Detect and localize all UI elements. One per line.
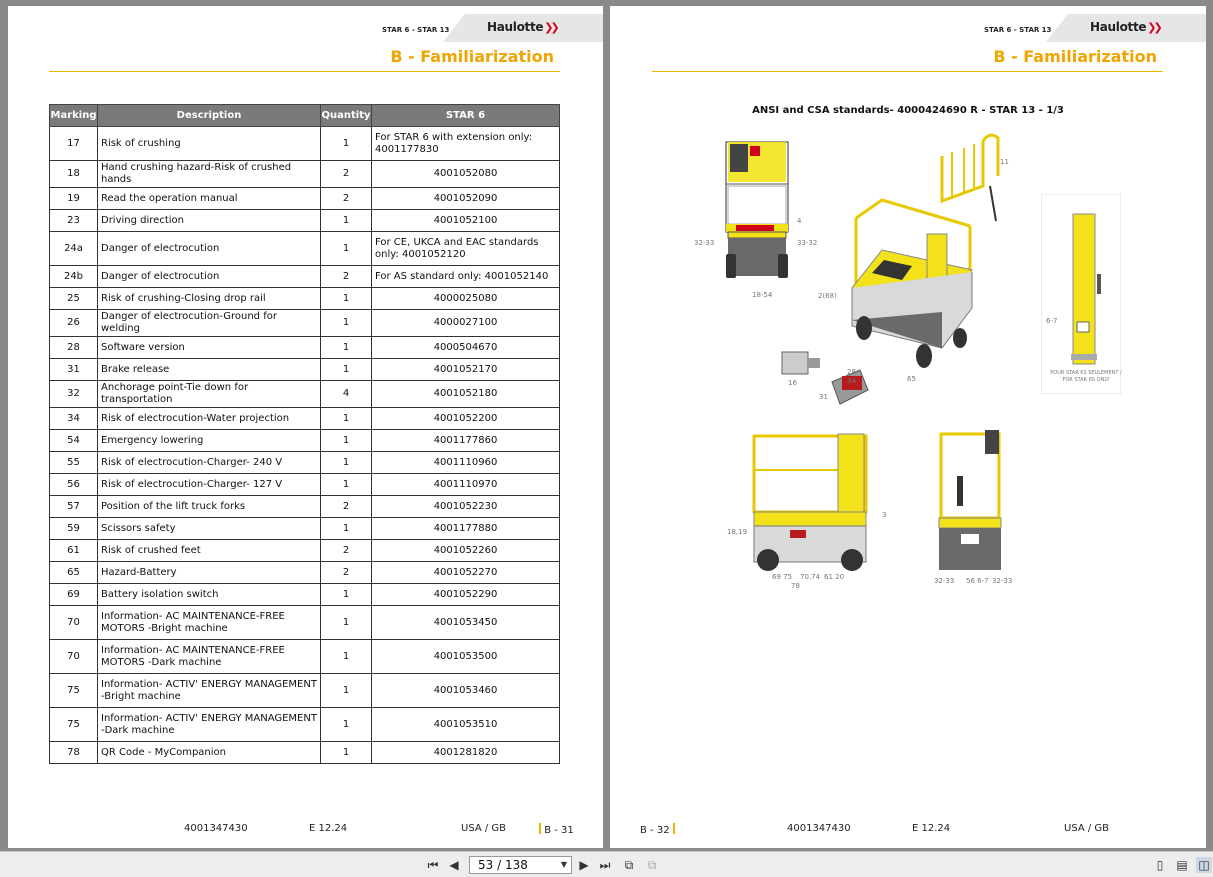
table-row — [50, 708, 560, 742]
table-row — [50, 474, 560, 496]
cell-quantity: 2 — [321, 188, 372, 210]
cell-description: Hand crushing hazard-Risk of crushed hands — [98, 161, 321, 188]
cell-code: 4001052170 — [372, 359, 560, 381]
cell-quantity: 1 — [321, 232, 372, 266]
cell-description: Risk of electrocution-Charger- 240 V — [98, 452, 321, 474]
callout-2-68: 2(68) — [818, 292, 837, 300]
table-row — [50, 452, 560, 474]
cell-description: Danger of electrocution-Ground for welding — [98, 310, 321, 337]
cell-marking: 34 — [50, 408, 98, 430]
footer-edition: E 12.24 — [309, 823, 348, 834]
cell-marking: 31 — [50, 359, 98, 381]
last-page-icon[interactable]: ⏭ — [599, 857, 611, 872]
callout-70-74: 70,74 — [800, 573, 821, 581]
table-row — [50, 337, 560, 359]
table-row — [50, 266, 560, 288]
brand-logo: Haulotte❯❯ — [487, 20, 557, 34]
single-page-icon[interactable]: ▯ — [1156, 858, 1164, 872]
cell-code: 4001052080 — [372, 161, 560, 188]
cell-marking: 24a — [50, 232, 98, 266]
cell-code: 4000504670 — [372, 337, 560, 359]
table-row — [50, 359, 560, 381]
cell-description: Position of the lift truck forks — [98, 496, 321, 518]
cell-marking: 26 — [50, 310, 98, 337]
cell-code: 4001177880 — [372, 518, 560, 540]
table-row — [50, 127, 560, 161]
drawing-title: ANSI and CSA standards- 4000424690 R - STAR 13 - 1/3 — [752, 105, 1064, 116]
cell-code: 4000027100 — [372, 310, 560, 337]
section-title: B - Familiarization — [390, 47, 554, 66]
col-star6: STAR 6 — [372, 105, 560, 127]
callout-18-54: 18-54 — [752, 291, 773, 299]
cell-description: Emergency lowering — [98, 430, 321, 452]
table-row — [50, 210, 560, 232]
table-row — [50, 606, 560, 640]
cell-code: 4001052230 — [372, 496, 560, 518]
cell-marking: 69 — [50, 584, 98, 606]
callout-56-6-7: 56 6-7 — [966, 577, 989, 585]
table-row — [50, 161, 560, 188]
cell-quantity: 1 — [321, 288, 372, 310]
table-row — [50, 496, 560, 518]
go-back-icon[interactable]: ⧉ — [624, 857, 634, 872]
cell-description: Anchorage point-Tie down for transportation — [98, 381, 321, 408]
cell-code: For CE, UKCA and EAC standards only: 4001052120 — [372, 232, 560, 266]
table-row — [50, 742, 560, 764]
decal-table — [49, 104, 560, 764]
prev-page-icon[interactable]: ◀ — [449, 858, 459, 872]
cell-code: For STAR 6 with extension only: 4001177830 — [372, 127, 560, 161]
cell-marking: 65 — [50, 562, 98, 584]
cell-quantity: 1 — [321, 359, 372, 381]
go-forward-icon[interactable]: ⧉ — [647, 857, 657, 872]
footer-region: USA / GB — [1064, 823, 1110, 834]
cell-marking: 32 — [50, 381, 98, 408]
cell-description: Risk of crushing-Closing drop rail — [98, 288, 321, 310]
cell-description: Risk of crushing — [98, 127, 321, 161]
cell-code: 4001177860 — [372, 430, 560, 452]
table-body — [50, 127, 560, 764]
footer-bar — [539, 823, 541, 834]
cell-code: 4000025080 — [372, 288, 560, 310]
section-title: B - Familiarization — [993, 47, 1157, 66]
cell-quantity: 1 — [321, 606, 372, 640]
footer-edition: E 12.24 — [912, 823, 951, 834]
callout-18-19: 18,19 — [727, 528, 748, 536]
cell-code: 4001052290 — [372, 584, 560, 606]
table-row — [50, 430, 560, 452]
table-header-row — [50, 105, 560, 127]
cell-description: Information- AC MAINTENANCE-FREE MOTORS -Bright machine — [98, 606, 321, 640]
table-row — [50, 674, 560, 708]
title-rule — [652, 71, 1163, 72]
side-view-drawing — [750, 430, 880, 580]
cell-description: Software version — [98, 337, 321, 359]
first-page-icon[interactable]: ⏮ — [427, 857, 439, 872]
cell-description: Hazard-Battery — [98, 562, 321, 584]
cell-quantity: 1 — [321, 430, 372, 452]
cell-quantity: 1 — [321, 452, 372, 474]
callout-31: 31 — [819, 393, 828, 401]
rear-view-drawing — [935, 424, 1010, 576]
callout-16: 16 — [788, 379, 797, 387]
chevron-down-icon: ▼ — [560, 860, 567, 869]
cell-description: Information- ACTIV' ENERGY MANAGEMENT -Dark machine — [98, 708, 321, 742]
cell-code: 4001110970 — [372, 474, 560, 496]
document-page-right — [610, 6, 1206, 848]
cell-quantity: 1 — [321, 742, 372, 764]
callout-34: 34 — [847, 377, 856, 385]
chevron-logo-icon: ❯❯ — [544, 21, 557, 34]
col-description: Description — [98, 105, 321, 127]
cell-quantity: 1 — [321, 584, 372, 606]
cell-description: Driving direction — [98, 210, 321, 232]
cell-marking: 28 — [50, 337, 98, 359]
cell-marking: 17 — [50, 127, 98, 161]
cell-marking: 24b — [50, 266, 98, 288]
cell-quantity: 2 — [321, 562, 372, 584]
header-model: STAR 6 - STAR 13 — [984, 26, 1052, 34]
cell-code: 4001052180 — [372, 381, 560, 408]
callout-32-33: 32-33 — [694, 239, 715, 247]
table-row — [50, 518, 560, 540]
cell-quantity: 2 — [321, 496, 372, 518]
table-row — [50, 232, 560, 266]
cell-description: Information- ACTIV' ENERGY MANAGEMENT -Bright machine — [98, 674, 321, 708]
table-row — [50, 584, 560, 606]
mast-detail-drawing — [1041, 194, 1121, 394]
cell-description: Danger of electrocution — [98, 232, 321, 266]
cell-code: 4001052090 — [372, 188, 560, 210]
callout-4: 4 — [797, 217, 802, 225]
cell-marking: 23 — [50, 210, 98, 232]
table-row — [50, 381, 560, 408]
cell-marking: 25 — [50, 288, 98, 310]
callout-61-20: 61 20 — [824, 573, 845, 581]
front-view-drawing — [710, 134, 830, 289]
table-row — [50, 562, 560, 584]
col-quantity: Quantity — [321, 105, 372, 127]
cell-code: 4001052100 — [372, 210, 560, 232]
footer-doc-number: 4001347430 — [787, 823, 851, 834]
cell-quantity: 1 — [321, 210, 372, 232]
cell-code: 4001052270 — [372, 562, 560, 584]
callout-69-75: 69 75 — [772, 573, 793, 581]
table-row — [50, 540, 560, 562]
table-row — [50, 310, 560, 337]
cell-quantity: 2 — [321, 540, 372, 562]
cell-marking: 19 — [50, 188, 98, 210]
cell-marking: 61 — [50, 540, 98, 562]
footer-page-number: B - 31 — [539, 823, 574, 836]
cell-quantity: 1 — [321, 408, 372, 430]
footer-region: USA / GB — [461, 823, 507, 834]
cell-quantity: 1 — [321, 337, 372, 359]
cell-quantity: 4 — [321, 381, 372, 408]
cell-quantity: 1 — [321, 474, 372, 496]
callout-33-32: 33-32 — [797, 239, 818, 247]
facing-pages-icon[interactable]: ◫ — [1196, 857, 1212, 873]
cell-description: Risk of electrocution-Water projection — [98, 408, 321, 430]
cell-marking: 55 — [50, 452, 98, 474]
footer-doc-number: 4001347430 — [184, 823, 248, 834]
header-model: STAR 6 - STAR 13 — [382, 26, 450, 34]
title-rule — [49, 71, 560, 72]
cell-quantity: 1 — [321, 518, 372, 540]
cell-marking: 75 — [50, 708, 98, 742]
callout-32-33-c: 32-33 — [992, 577, 1013, 585]
footer-bar — [673, 823, 675, 834]
cell-description: Danger of electrocution — [98, 266, 321, 288]
cell-quantity: 1 — [321, 640, 372, 674]
brand-logo: Haulotte❯❯ — [1090, 20, 1160, 34]
cell-code: 4001053460 — [372, 674, 560, 708]
cell-marking: 75 — [50, 674, 98, 708]
callout-28: 28 — [847, 368, 856, 376]
cell-marking: 78 — [50, 742, 98, 764]
cell-marking: 70 — [50, 640, 98, 674]
cell-description: Risk of crushed feet — [98, 540, 321, 562]
cell-marking: 59 — [50, 518, 98, 540]
next-page-icon[interactable]: ▶ — [579, 858, 589, 872]
document-page-left — [8, 6, 603, 848]
cell-description: Battery isolation switch — [98, 584, 321, 606]
table-row — [50, 640, 560, 674]
table-row — [50, 288, 560, 310]
callout-11: 11 — [1000, 158, 1009, 166]
cell-description: QR Code - MyCompanion — [98, 742, 321, 764]
continuous-icon[interactable]: ▤ — [1176, 858, 1188, 872]
cell-description: Information- AC MAINTENANCE-FREE MOTORS -Dark machine — [98, 640, 321, 674]
cell-code: 4001052260 — [372, 540, 560, 562]
cell-description: Brake release — [98, 359, 321, 381]
cell-quantity: 1 — [321, 674, 372, 708]
cell-code: For AS standard only: 4001052140 — [372, 266, 560, 288]
callout-78: 78 — [791, 582, 800, 590]
callout-65: 65 — [907, 375, 916, 383]
cell-code: 4001281820 — [372, 742, 560, 764]
cell-marking: 57 — [50, 496, 98, 518]
cell-marking: 18 — [50, 161, 98, 188]
viewer-toolbar — [0, 851, 1213, 877]
callout-32-33-b: 32-33 — [934, 577, 955, 585]
footer-page-number: B - 32 — [640, 823, 675, 836]
callout-6-7: 6-7 — [1046, 317, 1058, 325]
cell-quantity: 1 — [321, 310, 372, 337]
col-marking: Marking — [50, 105, 98, 127]
cell-marking: 70 — [50, 606, 98, 640]
chevron-logo-icon: ❯❯ — [1147, 21, 1160, 34]
table-row — [50, 408, 560, 430]
cell-quantity: 2 — [321, 161, 372, 188]
cell-code: 4001052200 — [372, 408, 560, 430]
cell-code: 4001053500 — [372, 640, 560, 674]
callout-note: POUR STAR 6S SEULEMENT / FOR STAR 6S ONLY — [1050, 370, 1122, 383]
cell-quantity: 2 — [321, 266, 372, 288]
cell-description: Scissors safety — [98, 518, 321, 540]
cell-quantity: 1 — [321, 708, 372, 742]
cell-description: Risk of electrocution-Charger- 127 V — [98, 474, 321, 496]
cell-marking: 56 — [50, 474, 98, 496]
cell-code: 4001053450 — [372, 606, 560, 640]
cell-code: 4001110960 — [372, 452, 560, 474]
cell-quantity: 1 — [321, 127, 372, 161]
cell-marking: 54 — [50, 430, 98, 452]
table-row — [50, 188, 560, 210]
callout-3: 3 — [882, 511, 887, 519]
page-number-input[interactable]: 53 / 138 ▼ — [469, 856, 572, 874]
cell-description: Read the operation manual — [98, 188, 321, 210]
cell-code: 4001053510 — [372, 708, 560, 742]
